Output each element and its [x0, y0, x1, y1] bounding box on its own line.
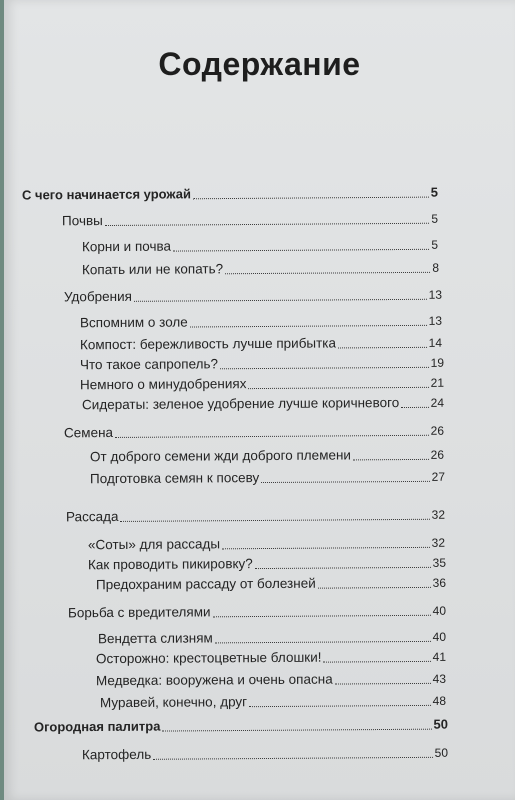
leader-dots	[225, 271, 430, 274]
toc-entry-label: Что такое сапропель?	[79, 356, 219, 373]
toc-entry-page: 43	[432, 671, 447, 686]
toc-entry	[68, 603, 446, 622]
toc-entry-label: Борьба с вредителями	[67, 604, 211, 621]
leader-dots	[120, 518, 429, 522]
toc-entry-label: Корни и почва	[81, 238, 172, 255]
leader-dots	[335, 682, 431, 685]
toc-entry-page: 13	[428, 313, 443, 328]
toc-entry	[80, 335, 442, 354]
toc-entry	[34, 717, 448, 736]
toc-entry-label: Медведка: вооружена и очень опасна	[95, 671, 333, 689]
toc-entry-label: Копать или не копать?	[81, 261, 224, 278]
toc-entry-label: Огородная палитра	[33, 718, 161, 735]
toc-entry-page: 13	[428, 287, 443, 302]
toc-entry-page: 21	[430, 375, 445, 390]
leader-dots	[105, 222, 429, 226]
leader-dots	[213, 614, 431, 618]
leader-dots	[220, 366, 429, 369]
toc-entry	[96, 575, 446, 593]
toc-entry	[80, 375, 444, 394]
toc-entry-page: 24	[430, 395, 445, 410]
toc-entry-label: Как проводить пикировку?	[87, 556, 253, 573]
toc-entry-label: Осторожно: крестоцветные блошки!	[95, 649, 322, 667]
toc-entry-label: Картофель	[81, 746, 152, 763]
leader-dots	[115, 434, 429, 438]
table-of-contents	[4, 0, 515, 800]
toc-entry-page: 48	[432, 693, 447, 708]
toc-entry	[82, 395, 444, 414]
leader-dots	[193, 196, 429, 200]
toc-entry	[98, 629, 446, 647]
toc-entry-label: Вендетта слизням	[97, 630, 213, 647]
toc-entry-label: Вспомним о золе	[79, 314, 188, 331]
toc-entry-label: Подготовка семян к посеву	[89, 470, 260, 487]
toc-entry-label: Рассада	[65, 508, 119, 525]
leader-dots	[153, 756, 432, 760]
leader-dots	[222, 546, 430, 549]
toc-entry-label: Муравей, конечно, друг	[99, 694, 248, 711]
toc-entry	[90, 447, 444, 465]
toc-entry-page: 27	[431, 469, 446, 484]
toc-entry	[90, 469, 445, 487]
toc-entry-label: Немного о минудобрениях	[79, 376, 247, 393]
leader-dots	[338, 346, 427, 349]
leader-dots	[134, 298, 427, 302]
toc-entry	[82, 745, 448, 764]
toc-entry-page: 40	[432, 603, 447, 618]
toc-entry-page: 50	[433, 716, 449, 732]
toc-entry-page: 5	[431, 237, 439, 252]
toc-entry-page: 19	[430, 355, 445, 370]
toc-entry-page: 50	[434, 745, 449, 760]
toc-entry	[82, 237, 438, 255]
toc-entry-label: Компост: бережливость лучше прибытка	[79, 335, 337, 353]
toc-entry	[100, 693, 446, 711]
toc-entry-label: Удобрения	[63, 288, 133, 305]
toc-entry-page: 8	[432, 260, 440, 275]
leader-dots	[261, 480, 429, 483]
toc-entry	[96, 671, 446, 689]
toc-entry-page: 41	[432, 649, 447, 664]
leader-dots	[162, 728, 431, 732]
leader-dots	[190, 324, 427, 328]
toc-entry-label: С чего начинается урожай	[21, 186, 192, 203]
leader-dots	[215, 640, 431, 644]
toc-entry-page: 40	[432, 629, 447, 644]
toc-entry-page: 26	[430, 447, 445, 462]
toc-entry-page: 5	[430, 184, 439, 200]
leader-dots	[401, 406, 428, 408]
toc-entry-page: 36	[432, 575, 447, 590]
leader-dots	[249, 704, 431, 707]
toc-entry-page: 32	[431, 535, 446, 550]
toc-entry	[64, 287, 442, 306]
toc-entry	[62, 211, 438, 230]
toc-entry-label: Почвы	[61, 213, 103, 229]
toc-entry-page: 26	[430, 423, 445, 438]
toc-entry	[66, 507, 445, 526]
toc-entry	[96, 649, 446, 667]
toc-entry-label: Предохраним рассаду от болезней	[95, 575, 316, 593]
toc-entry	[64, 423, 444, 442]
toc-entry	[80, 313, 442, 332]
toc-entry	[88, 535, 445, 553]
toc-entry-label: От доброго семени жди доброго племени	[89, 447, 351, 465]
leader-dots	[353, 458, 429, 461]
leader-dots	[323, 660, 430, 663]
toc-entry	[80, 355, 444, 374]
toc-entry	[82, 260, 439, 278]
page-title: Содержание	[158, 46, 361, 82]
toc-entry-page: 35	[432, 555, 447, 570]
toc-entry-page: 14	[428, 335, 443, 350]
leader-dots	[173, 248, 429, 252]
toc-entry-page: 5	[431, 211, 439, 226]
book-page	[4, 0, 515, 800]
leader-dots	[255, 566, 431, 569]
toc-entry	[88, 555, 446, 573]
leader-dots	[248, 386, 428, 389]
toc-entry	[22, 185, 438, 204]
toc-entry-label: Семена	[63, 424, 114, 441]
toc-entry-page: 32	[431, 507, 446, 522]
leader-dots	[318, 586, 431, 589]
toc-entry-label: «Соты» для рассады	[87, 536, 221, 553]
toc-entry-label: Сидераты: зеленое удобрение лучше коричневого	[81, 395, 400, 413]
